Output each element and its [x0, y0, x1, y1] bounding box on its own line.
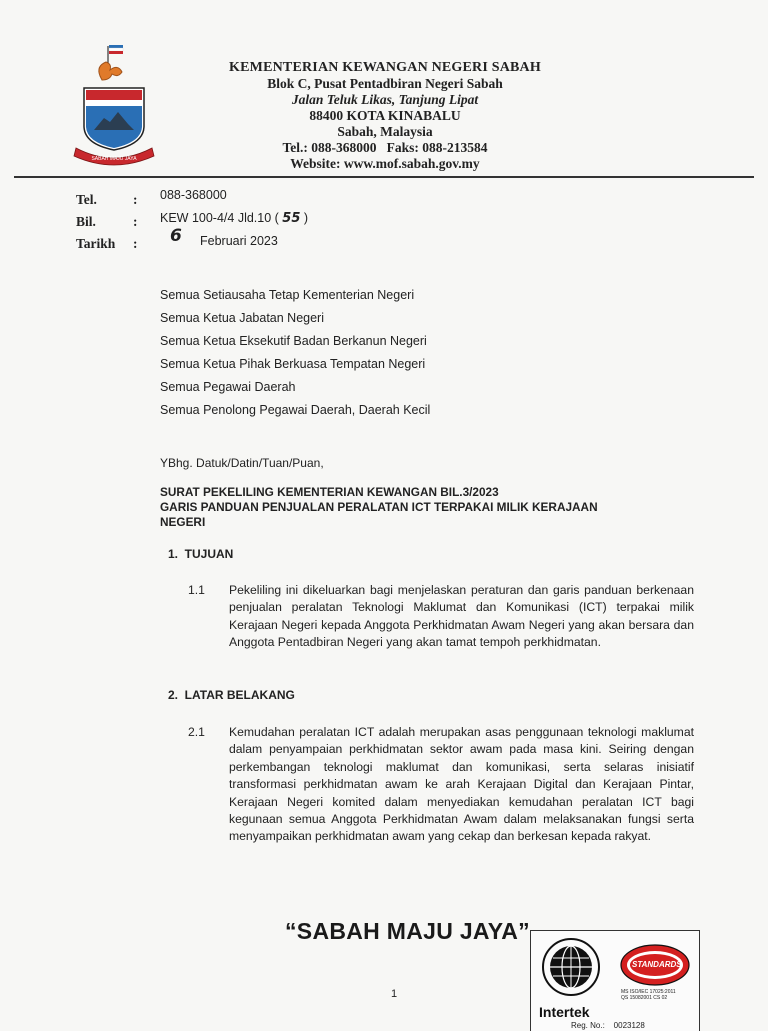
tarikh-day	[170, 226, 182, 246]
subject-line: SURAT PEKELILING KEMENTERIAN KEWANGAN BIL.3/2023	[160, 485, 499, 499]
letterhead	[170, 60, 600, 172]
paragraph-text: Kemudahan peralatan ICT adalah merupakan asas penggunaan teknologi maklumat dalam penyampaian perkhidmatan sektor awam pada masa kini. Seiring dengan perkembangan teknologi maklumat dan komunikasi, serta selaras inisiatif transformasi perkhidmatan awam ke arah Kerajaan Digital dan Kerajaan Pintar, Kerajaan Negeri komited dalam menyediakan kemudahan peralatan ICT bagi kegunaan semua Anggota Perkhidmatan Awam dalam melaksanakan fungsi serta menyampaikan perkhidmatan awam yang cekap dan berkesan kepada rakyat.	[229, 725, 694, 844]
colon: :	[133, 192, 138, 207]
tarikh-value: Februari 2023	[200, 234, 278, 248]
certification-box	[530, 930, 700, 1031]
subject-line: NEGERI	[160, 515, 206, 529]
address-line: Sabah, Malaysia	[337, 124, 433, 139]
section-heading: 1. TUJUAN	[168, 547, 234, 561]
address-line: Jalan Teluk Likas, Tanjung Lipat	[291, 92, 479, 107]
paragraph-number: 2.1	[188, 725, 205, 739]
paragraph-text: Pekeliling ini dikeluarkan bagi menjelaskan peraturan dan garis panduan berkenaan penjualan peralatan Teknologi Maklumat dan Komunikasi (ICT) terpakai milik Kerajaan Negeri kepada Anggota Perkhidmatan Awam Negeri yang akan bersara dan Anggota Pentadbiran Negeri yang akan tamat tempoh perkhidmatan.	[229, 583, 694, 650]
tel-value: 088-368000	[160, 188, 227, 202]
tarikh-handwritten-day: 6	[170, 226, 182, 246]
intertek-label: Intertek	[539, 1004, 590, 1020]
recipient-line: Semua Pegawai Daerah	[160, 380, 296, 394]
svg-text:SABAH MAJU JAYA: SABAH MAJU JAYA	[91, 156, 137, 162]
website: Website: www.mof.sabah.gov.my	[290, 156, 480, 171]
page-number: 1	[391, 988, 398, 1000]
cert-reg-number: Reg. No.: 0023128	[571, 1021, 645, 1030]
recipient-line: Semua Ketua Jabatan Negeri	[160, 311, 324, 325]
recipient-line: Semua Penolong Pegawai Daerah, Daerah Kecil	[160, 403, 431, 417]
bil-close: )	[303, 211, 309, 225]
bil-value	[160, 211, 308, 226]
ministry-name: KEMENTERIAN KEWANGAN NEGERI SABAH	[229, 60, 541, 75]
tarikh-label: Tarikh	[76, 236, 116, 251]
footer-motto: “SABAH MAJU JAYA”	[285, 918, 530, 944]
globe-cert-icon	[541, 937, 601, 997]
salutation: YBhg. Datuk/Datin/Tuan/Puan,	[160, 456, 324, 470]
cert-ms-line: QS 15082001 CS 02	[621, 995, 668, 1001]
subject-line: GARIS PANDUAN PENJUALAN PERALATAN ICT TERPAKAI MILIK KERAJAAN	[160, 500, 598, 514]
sabah-crest-icon	[72, 40, 156, 170]
standards-label: STANDARDS	[632, 960, 682, 969]
tel-label: Tel.	[76, 192, 97, 207]
address-line: 88400 KOTA KINABALU	[309, 108, 461, 123]
recipient-line: Semua Ketua Eksekutif Badan Berkanun Negeri	[160, 334, 427, 348]
bil-number: KEW 100-4/4 Jld.10 (	[160, 211, 279, 225]
bil-handwritten: 55	[282, 211, 301, 226]
paragraph-number: 1.1	[188, 583, 205, 597]
cert-ms-line: MS ISO/IEC 17025:2011	[621, 989, 676, 995]
colon: :	[133, 214, 138, 229]
colon: :	[133, 236, 138, 251]
recipient-line: Semua Ketua Pihak Berkuasa Tempatan Negeri	[160, 357, 426, 371]
address-line: Blok C, Pusat Pentadbiran Negeri Sabah	[267, 76, 503, 91]
header-divider	[14, 176, 754, 178]
bil-label: Bil.	[76, 214, 96, 229]
recipient-line: Semua Setiausaha Tetap Kementerian Negeri	[160, 288, 415, 302]
section-heading: 2. LATAR BELAKANG	[168, 688, 295, 702]
phone-fax: Tel.: 088-368000 Faks: 088-213584	[282, 140, 488, 155]
